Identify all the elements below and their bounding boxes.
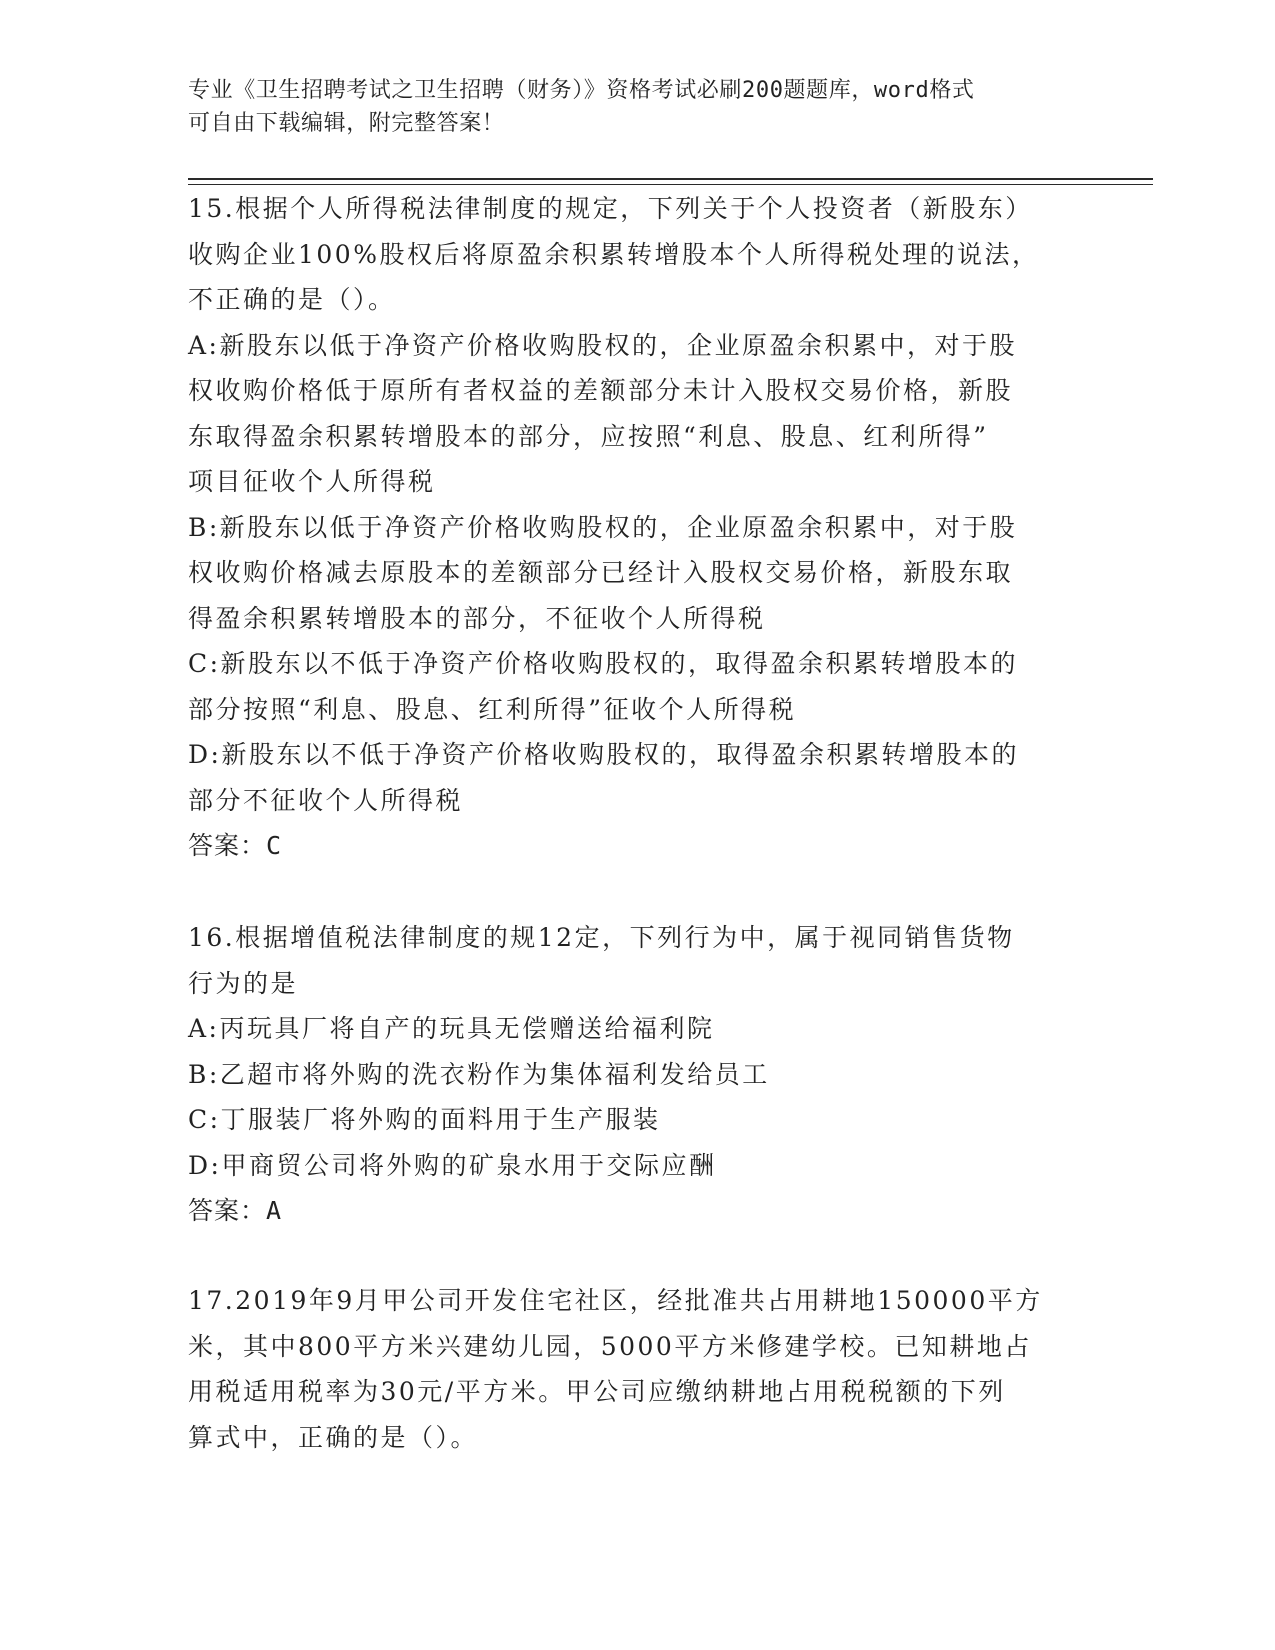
answer-label: 答案： — [188, 831, 267, 860]
option-line: B:新股东以低于净资产价格收购股权的，企业原盈余积累中，对于股 — [188, 512, 1018, 542]
option-line: 部分不征收个人所得税 — [188, 785, 464, 815]
option-a: A:丙玩具厂将自产的玩具无偿赠送给福利院 — [188, 1014, 715, 1043]
option-line: A:新股东以低于净资产价格收购股权的，企业原盈余积累中，对于股 — [188, 330, 1017, 360]
answer-value: C — [266, 831, 283, 860]
option-line: 东取得盈余积累转增股本的部分，应按照“利息、股息、红利所得” — [188, 421, 989, 451]
answer-label: 答案： — [188, 1196, 267, 1225]
question-stem-line: 15.根据个人所得税法律制度的规定，下列关于个人投资者（新股东） — [188, 194, 1033, 223]
question-stem-line: 不正确的是（）。 — [188, 285, 396, 314]
header-divider-thin — [188, 184, 1153, 185]
question-17 — [188, 1278, 1108, 1460]
option-line: 得盈余积累转增股本的部分，不征收个人所得税 — [188, 603, 766, 633]
question-stem-line: 算式中，正确的是（）。 — [188, 1422, 479, 1452]
option-line: 项目征收个人所得税 — [188, 467, 436, 496]
option-d — [188, 732, 1108, 823]
question-stem-line: 用税适用税率为30元/平方米。甲公司应缴纳耕地占用税税额的下列 — [188, 1377, 1006, 1406]
option-d: D:甲商贸公司将外购的矿泉水用于交际应酬 — [188, 1150, 717, 1180]
question-stem-line: 17.2019年9月甲公司开发住宅社区，经批准共占用耕地150000平方 — [188, 1286, 1043, 1315]
header-divider-thick — [188, 178, 1153, 180]
answer-value: A — [266, 1196, 283, 1225]
answer-line — [188, 1188, 1108, 1234]
option-line: D:新股东以不低于净资产价格收购股权的，取得盈余积累转增股本的 — [188, 740, 1019, 769]
question-stem-line: 16.根据增值税法律制度的规12定，下列行为中，属于视同销售货物 — [188, 923, 1015, 952]
header-title-line-1: 专业《卫生招聘考试之卫生招聘（财务）》资格考试必刷200题题库，word格式 — [188, 78, 975, 103]
header-title-line-2: 可自由下载编辑，附完整答案！ — [188, 111, 505, 136]
answer-line — [188, 823, 1108, 869]
question-15 — [188, 186, 1108, 869]
option-b — [188, 505, 1108, 642]
option-line: 部分按照“利息、股息、红利所得”征收个人所得税 — [188, 694, 797, 724]
question-16 — [188, 915, 1108, 1234]
option-c: C:丁服装厂将外购的面料用于生产服装 — [188, 1105, 661, 1134]
option-line: 权收购价格减去原股本的差额部分已经计入股权交易价格，新股东取 — [188, 558, 1014, 587]
question-stem-line: 米，其中800平方米兴建幼儿园，5000平方米修建学校。已知耕地占 — [188, 1331, 1032, 1361]
option-line: 权收购价格低于原所有者权益的差额部分未计入股权交易价格，新股 — [188, 376, 1014, 405]
option-a — [188, 323, 1108, 505]
option-c — [188, 641, 1108, 732]
question-stem-line: 行为的是 — [188, 968, 299, 998]
document-header — [188, 74, 1068, 140]
option-line: C:新股东以不低于净资产价格收购股权的，取得盈余积累转增股本的 — [188, 649, 1019, 678]
question-stem-line: 收购企业100%股权后将原盈余积累转增股本个人所得税处理的说法， — [188, 239, 1040, 269]
option-b: B:乙超市将外购的洗衣粉作为集体福利发给员工 — [188, 1059, 770, 1089]
